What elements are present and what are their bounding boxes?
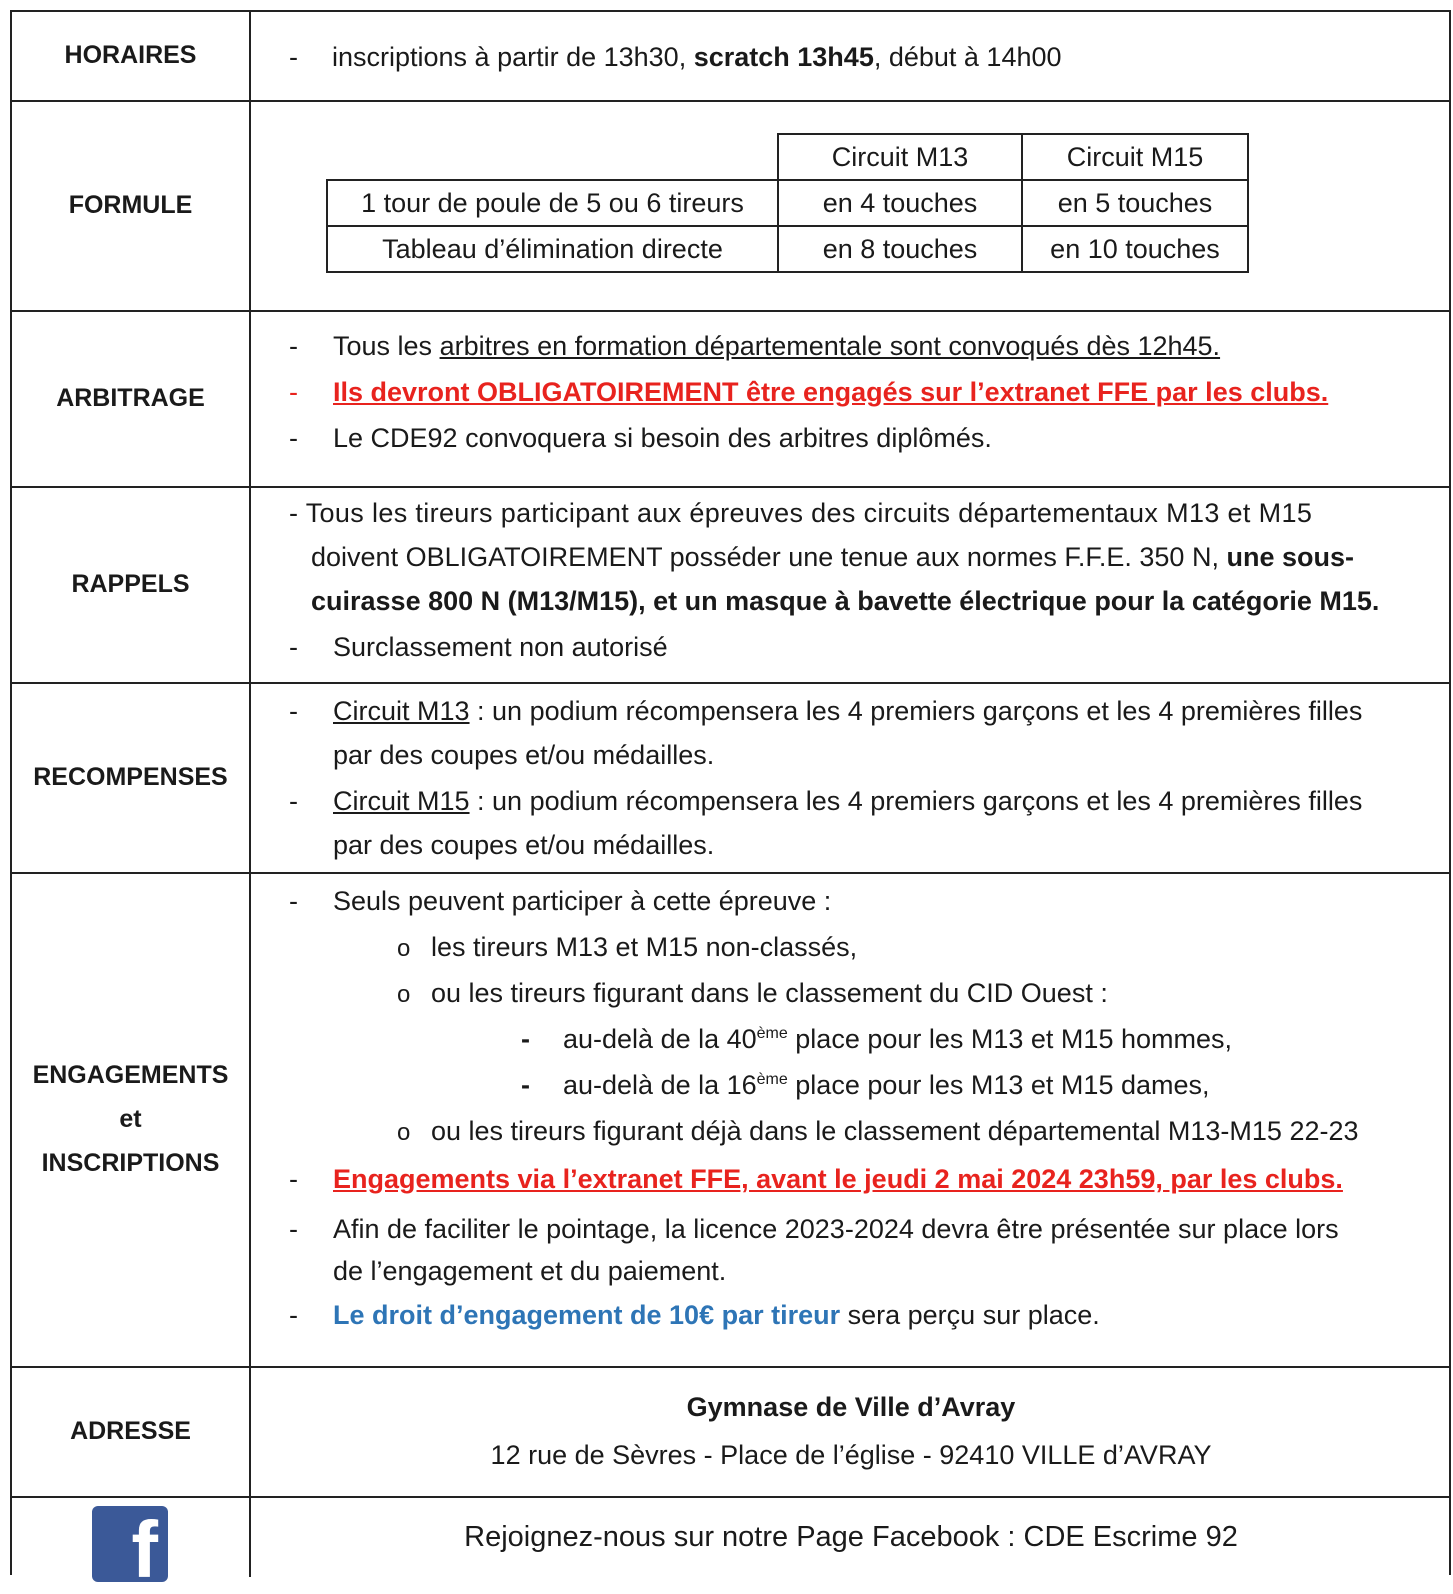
dash: - (289, 632, 298, 662)
rappels-line-4 (289, 630, 668, 664)
recompenses-line-2: par des coupes et/ou médailles. (333, 740, 715, 770)
arbitrage-warning: Ils devront OBLIGATOIREMENT être engagés sur l’extranet FFE par les clubs. (333, 377, 1329, 407)
engagements-line-6 (397, 1114, 1359, 1150)
content-horaires (253, 12, 1449, 100)
label-engagements-2: et (119, 1105, 142, 1134)
recompenses-line-3 (289, 784, 1362, 818)
dash: - (289, 42, 298, 72)
engagements-text: ou les tireurs figurant déjà dans le classement départemental M13-M15 22-23 (431, 1116, 1359, 1146)
bullet-icon: o (397, 981, 411, 1008)
formule-row-m15: en 10 touches (1022, 226, 1248, 272)
row-rappels (12, 488, 1449, 684)
recompenses-line-4: par des coupes et/ou médailles. (333, 830, 715, 860)
engagements-text: les tireurs M13 et M15 non-classés, (431, 932, 858, 962)
info-table (10, 10, 1451, 1594)
row-engagements (12, 874, 1449, 1368)
engagements-line-5 (521, 1068, 1210, 1102)
engagements-line-3 (397, 976, 1108, 1012)
dash: - (289, 786, 298, 816)
bullet-icon: o (397, 1119, 411, 1146)
circuit-m15-label: Circuit M15 (333, 786, 470, 816)
row-horaires (12, 12, 1449, 102)
dash: - (521, 1024, 530, 1054)
formule-row (327, 180, 1248, 226)
label-horaires: HORAIRES (12, 12, 251, 100)
rappels-line-2 (311, 540, 1354, 574)
dash: - (289, 1300, 298, 1330)
facebook-text[interactable]: Rejoignez-nous sur notre Page Facebook : CDE Escrime 92 (464, 1521, 1238, 1553)
content-adresse (253, 1368, 1449, 1496)
dash: - (289, 423, 298, 453)
formule-header-m15: Circuit M15 (1022, 134, 1248, 180)
dash: - (521, 1070, 530, 1100)
dash: - (289, 886, 298, 916)
venue-name: Gymnase de Ville d’Avray (686, 1392, 1016, 1422)
engagement-fee: Le droit d’engagement de 10€ par tireur (333, 1300, 841, 1330)
formule-row-m13: en 4 touches (778, 180, 1022, 226)
engagements-line-1 (289, 884, 831, 918)
rappels-text: doivent OBLIGATOIREMENT posséder une tenue aux normes F.F.E. 350 N, (311, 542, 1227, 572)
rappels-text: Surclassement non autorisé (333, 632, 668, 662)
bullet-icon: o (397, 935, 411, 962)
arbitrage-line-3 (289, 421, 992, 455)
rappels-line-1: - Tous les tireurs participant aux épreuves des circuits départementaux M13 et M15 (289, 498, 1313, 528)
formule-row-m15: en 5 touches (1022, 180, 1248, 226)
formule-row-name: 1 tour de poule de 5 ou 6 tireurs (327, 180, 778, 226)
arbitrage-text: Le CDE92 convoquera si besoin des arbitres diplômés. (333, 423, 992, 453)
horaires-text-end: , début à 14h00 (873, 42, 1062, 72)
arbitrage-line-1 (289, 329, 1220, 363)
arbitrage-text: Tous les (333, 331, 440, 361)
formule-row-m13: en 8 touches (778, 226, 1022, 272)
rappels-line-3: cuirasse 800 N (M13/M15), et un masque à bavette électrique pour la catégorie M15. (311, 586, 1380, 616)
formule-header-row (327, 134, 1248, 180)
dash: - (289, 331, 298, 361)
row-adresse (12, 1368, 1449, 1498)
recompenses-line-1 (289, 694, 1362, 728)
engagements-text: sera perçu sur place. (840, 1300, 1100, 1330)
engagements-line-2 (397, 930, 857, 966)
engagements-text: Seuls peuvent participer à cette épreuve : (333, 886, 832, 916)
content-formule (253, 102, 1449, 310)
formule-empty-cell (327, 134, 778, 180)
dash: - (289, 696, 298, 726)
recompenses-text: : un podium récompensera les 4 premiers garçons et les 4 premières filles (469, 696, 1363, 726)
facebook-logo-letter: f (131, 1505, 158, 1594)
row-formule (12, 102, 1449, 312)
superscript: ème (756, 1071, 788, 1088)
engagements-text: place pour les M13 et M15 hommes, (787, 1024, 1232, 1054)
rappels-bold: une sous- (1226, 542, 1354, 572)
engagements-text: au-delà de la 40 (563, 1024, 757, 1054)
engagements-line-9: de l’engagement et du paiement. (333, 1256, 727, 1286)
superscript: ème (756, 1025, 788, 1042)
dash: - (289, 1214, 298, 1244)
engagements-text: place pour les M13 et M15 dames, (787, 1070, 1210, 1100)
engagements-line-7 (289, 1162, 1343, 1196)
arbitrage-line-2 (289, 375, 1328, 409)
label-formule: FORMULE (12, 102, 251, 310)
label-arbitrage: ARBITRAGE (12, 312, 251, 486)
label-rappels: RAPPELS (12, 488, 251, 682)
label-engagements (12, 874, 251, 1366)
scratch-time: scratch 13h45 (693, 42, 874, 72)
content-recompenses (253, 684, 1449, 872)
content-engagements (253, 874, 1449, 1366)
row-recompenses (12, 684, 1449, 874)
horaires-line (289, 40, 1062, 74)
engagements-text: ou les tireurs figurant dans le classement du CID Ouest : (431, 978, 1108, 1008)
row-arbitrage (12, 312, 1449, 488)
arbitrage-underlined: arbitres en formation départementale sont convoqués dès 12h45. (439, 331, 1221, 361)
formule-table (326, 133, 1249, 273)
label-adresse: ADRESSE (12, 1368, 251, 1496)
recompenses-text: : un podium récompensera les 4 premiers garçons et les 4 premières filles (469, 786, 1363, 816)
content-arbitrage (253, 312, 1449, 486)
circuit-m13-label: Circuit M13 (333, 696, 470, 726)
horaires-text: inscriptions à partir de 13h30, (332, 42, 694, 72)
engagements-deadline: Engagements via l’extranet FFE, avant le jeudi 2 mai 2024 23h59, par les clubs. (333, 1164, 1343, 1194)
label-recompenses: RECOMPENSES (12, 684, 251, 872)
label-engagements-1: ENGAGEMENTS (32, 1061, 229, 1090)
formule-row (327, 226, 1248, 272)
venue-street: 12 rue de Sèvres - Place de l’église - 92410 VILLE d’AVRAY (490, 1440, 1212, 1470)
engagements-text: Afin de faciliter le pointage, la licence 2023-2024 devra être présentée sur place lors (333, 1214, 1339, 1244)
facebook-logo-cell (12, 1498, 251, 1594)
dash: - (289, 1164, 298, 1194)
engagements-line-10 (289, 1298, 1100, 1332)
engagements-text: au-delà de la 16 (563, 1070, 757, 1100)
facebook-icon[interactable] (92, 1505, 168, 1594)
content-facebook (253, 1498, 1449, 1577)
label-engagements-3: INSCRIPTIONS (41, 1148, 220, 1177)
formule-header-m13: Circuit M13 (778, 134, 1022, 180)
content-rappels (253, 488, 1449, 682)
formule-row-name: Tableau d’élimination directe (327, 226, 778, 272)
engagements-line-8 (289, 1212, 1339, 1246)
engagements-line-4 (521, 1022, 1232, 1056)
row-facebook (12, 1498, 1449, 1594)
dash: - (289, 377, 298, 407)
